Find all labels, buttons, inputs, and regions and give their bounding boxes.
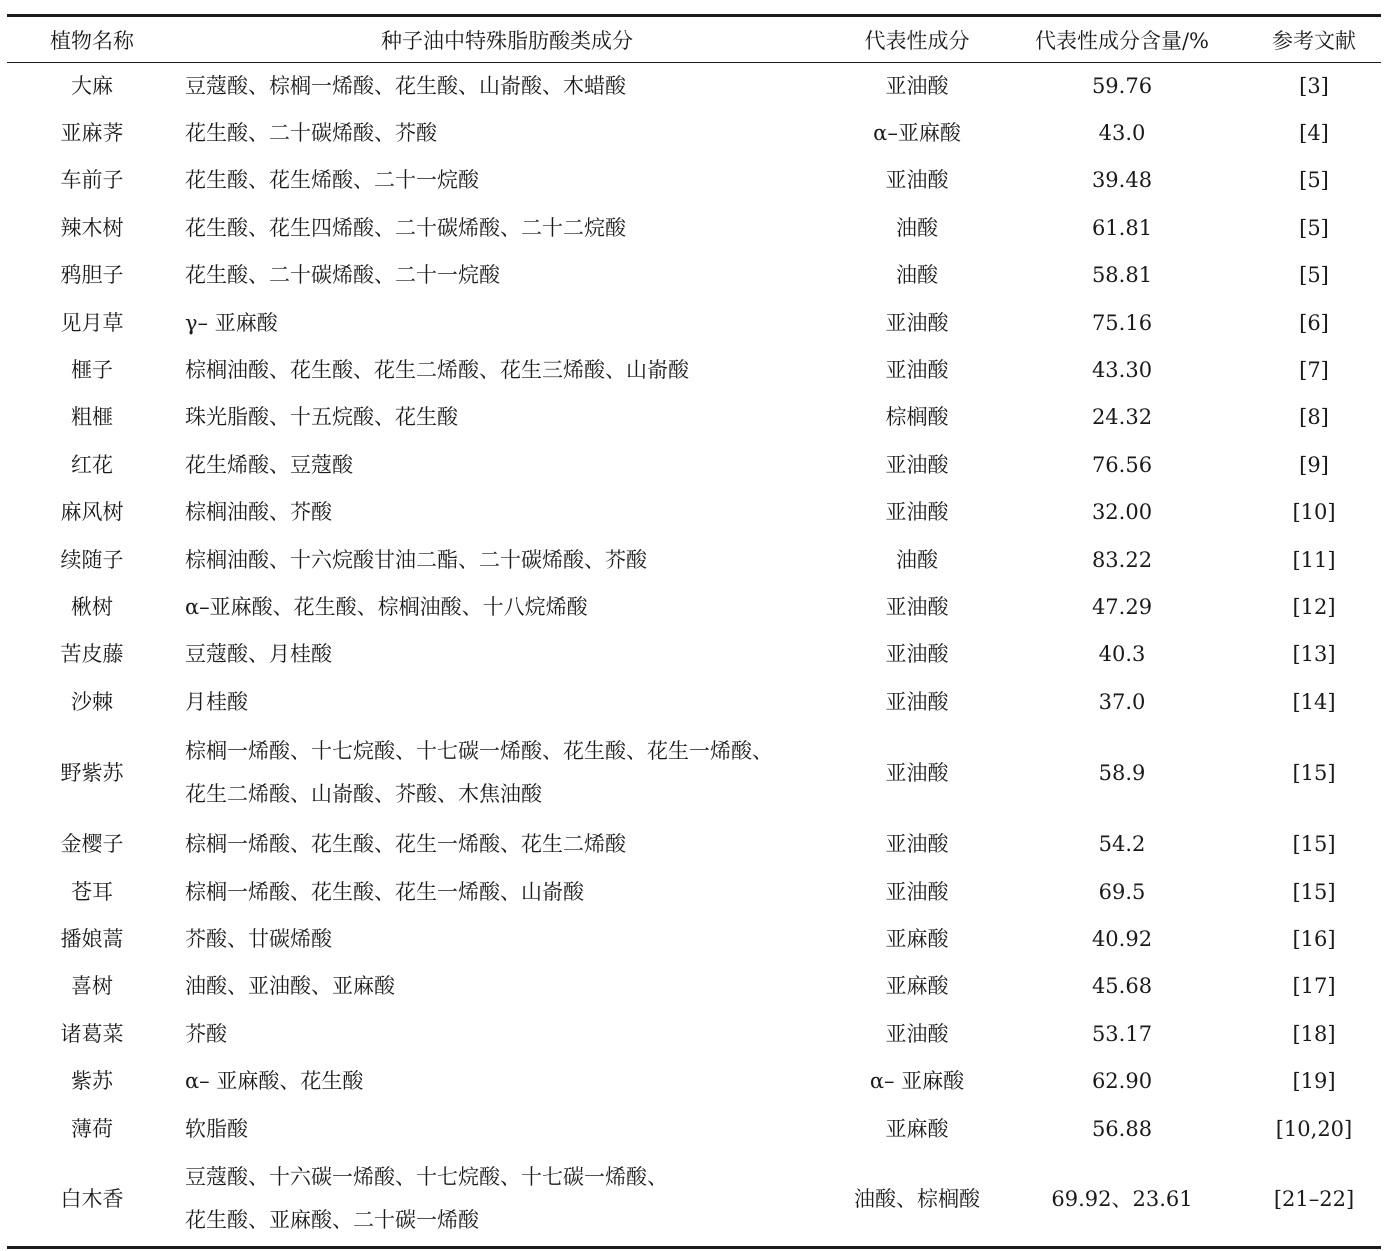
plant-name-cell: 鸦胆子 <box>60 263 124 288</box>
content-percent-cell: 69.92、23.61 <box>997 1153 1247 1248</box>
table-row <box>7 299 1381 346</box>
fatty-acids-cell <box>177 205 837 252</box>
fatty-acids-line: 棕榈油酸、十六烷酸甘油二酯、二十碳烯酸、芥酸 <box>185 547 647 572</box>
fatty-acids-line: 棕榈一烯酸、花生酸、花生一烯酸、花生二烯酸 <box>185 832 626 857</box>
fatty-acids-line: 花生酸、花生烯酸、二十一烷酸 <box>185 168 479 193</box>
representative-cell: α–亚麻酸 <box>873 121 961 146</box>
header-representative: 代表性成分 <box>837 16 997 63</box>
fatty-acids-cell <box>177 963 837 1010</box>
fatty-acids-line: α– 亚麻酸、花生酸 <box>185 1069 364 1094</box>
fatty-acids-line: 月桂酸 <box>185 689 248 714</box>
plant-name-cell: 紫苏 <box>71 1069 113 1094</box>
fatty-acids-line: α–亚麻酸、花生酸、棕榈油酸、十八烷烯酸 <box>185 594 588 619</box>
plant-name-cell: 苦皮藤 <box>60 642 124 667</box>
table-row <box>7 536 1381 583</box>
fatty-acids-line: 花生酸、二十碳烯酸、二十一烷酸 <box>185 263 500 288</box>
reference-cell: [7] <box>1299 358 1329 383</box>
content-percent-cell: 45.68 <box>1091 974 1153 999</box>
representative-cell: 油酸 <box>896 263 938 288</box>
table-row <box>7 394 1381 441</box>
content-percent-cell: 40.3 <box>1098 642 1146 667</box>
plant-name-cell: 金樱子 <box>60 832 124 857</box>
fatty-acid-table <box>7 14 1381 1249</box>
fatty-acids-line: 棕榈油酸、芥酸 <box>185 500 332 525</box>
fatty-acids-cell <box>177 821 837 868</box>
content-percent-cell: 47.29 <box>1091 594 1153 619</box>
representative-cell: 亚油酸 <box>885 168 949 193</box>
reference-cell: [15] <box>1292 879 1336 904</box>
reference-cell: [6] <box>1299 310 1329 335</box>
representative-cell: 亚油酸 <box>885 832 949 857</box>
fatty-acids-cell <box>177 157 837 204</box>
representative-cell: 亚油酸 <box>885 452 949 477</box>
plant-name-cell: 麻风树 <box>60 500 124 525</box>
content-percent-cell: 76.56 <box>1091 452 1153 477</box>
reference-cell: [11] <box>1292 547 1336 572</box>
representative-cell: 亚油酸 <box>885 879 949 904</box>
content-percent-cell: 37.0 <box>1098 689 1146 714</box>
fatty-acids-line: γ– 亚麻酸 <box>185 310 278 335</box>
content-percent-cell: 43.30 <box>1091 358 1153 383</box>
table-row <box>7 1058 1381 1105</box>
representative-cell: 亚油酸 <box>885 594 949 619</box>
representative-cell: 亚油酸 <box>885 689 949 714</box>
plant-name-cell: 榧子 <box>71 358 113 383</box>
fatty-acids-cell <box>177 110 837 157</box>
table-row <box>7 868 1381 915</box>
fatty-acids-cell <box>177 868 837 915</box>
table-row <box>7 205 1381 252</box>
fatty-acids-line: 芥酸、廿碳烯酸 <box>185 926 332 951</box>
representative-cell: 亚麻酸 <box>885 926 949 951</box>
content-percent-cell: 53.17 <box>1091 1021 1153 1046</box>
header-content-percent: 代表性成分含量/% <box>997 16 1247 63</box>
fatty-acids-cell <box>177 916 837 963</box>
header-reference: 参考文献 <box>1247 16 1381 63</box>
table-row <box>7 584 1381 631</box>
plant-name-cell: 诸葛菜 <box>60 1021 124 1046</box>
plant-name-cell: 红花 <box>71 452 113 477</box>
fatty-acids-cell <box>177 726 837 821</box>
representative-cell: 亚麻酸 <box>885 974 949 999</box>
representative-cell: 油酸、棕榈酸 <box>837 1153 997 1248</box>
plant-name-cell: 播娘蒿 <box>60 926 124 951</box>
representative-cell: 亚油酸 <box>885 73 949 98</box>
reference-cell: [18] <box>1292 1021 1336 1046</box>
table-row <box>7 157 1381 204</box>
representative-cell: 亚油酸 <box>885 500 949 525</box>
fatty-acids-cell <box>177 299 837 346</box>
plant-name-cell: 苍耳 <box>71 879 113 904</box>
plant-name-cell: 续随子 <box>60 547 124 572</box>
table-row <box>7 347 1381 394</box>
table-row <box>7 252 1381 299</box>
header-plant-name: 植物名称 <box>7 16 177 63</box>
representative-cell: 亚油酸 <box>885 760 949 785</box>
fatty-acids-cell <box>177 1058 837 1105</box>
fatty-acids-cell <box>177 631 837 678</box>
fatty-acids-cell <box>177 1105 837 1152</box>
content-percent-cell: 43.0 <box>1098 121 1146 146</box>
content-percent-cell: 58.9 <box>1098 760 1146 785</box>
representative-cell: 油酸 <box>896 547 938 572</box>
fatty-acids-line: 花生酸、花生四烯酸、二十碳烯酸、二十二烷酸 <box>185 215 626 240</box>
reference-cell: [16] <box>1292 926 1336 951</box>
fatty-acids-cell <box>177 1153 837 1248</box>
fatty-acids-cell <box>177 63 837 110</box>
table-row <box>7 1011 1381 1058</box>
table-row <box>7 63 1381 110</box>
reference-cell: [15] <box>1292 832 1336 857</box>
fatty-acids-line: 花生酸、亚麻酸、二十碳一烯酸 <box>185 1208 479 1233</box>
reference-cell: [13] <box>1292 642 1336 667</box>
representative-cell: 亚油酸 <box>885 310 949 335</box>
reference-cell: [15] <box>1292 760 1336 785</box>
plant-name-cell: 野紫苏 <box>60 760 124 785</box>
representative-cell: 亚麻酸 <box>885 1116 949 1141</box>
table-row <box>7 489 1381 536</box>
representative-cell: 亚油酸 <box>885 358 949 383</box>
reference-cell: [10] <box>1292 500 1336 525</box>
content-percent-cell: 24.32 <box>1091 405 1153 430</box>
header-fatty-acids: 种子油中特殊脂肪酸类成分 <box>177 16 837 63</box>
representative-cell: α– 亚麻酸 <box>869 1069 965 1094</box>
reference-cell: [10,20] <box>1275 1116 1353 1141</box>
table-row <box>7 1153 1381 1248</box>
table-header <box>7 16 1381 63</box>
content-percent-cell: 75.16 <box>1091 310 1153 335</box>
fatty-acids-line: 豆蔻酸、棕榈一烯酸、花生酸、山嵛酸、木蜡酸 <box>185 73 626 98</box>
plant-name-cell: 沙棘 <box>71 689 113 714</box>
table-row <box>7 963 1381 1010</box>
fatty-acids-cell <box>177 489 837 536</box>
header-row <box>7 16 1381 63</box>
reference-cell: [9] <box>1299 452 1329 477</box>
content-percent-cell: 40.92 <box>1091 926 1153 951</box>
fatty-acids-line: 棕榈一烯酸、十七烷酸、十七碳一烯酸、花生酸、花生一烯酸、 <box>185 739 773 764</box>
fatty-acids-line: 棕榈一烯酸、花生酸、花生一烯酸、山嵛酸 <box>185 879 584 904</box>
content-percent-cell: 83.22 <box>1091 547 1153 572</box>
fatty-acids-cell <box>177 252 837 299</box>
reference-cell: [5] <box>1299 263 1329 288</box>
plant-name-cell: 喜树 <box>71 974 113 999</box>
table-row <box>7 631 1381 678</box>
fatty-acids-cell <box>177 536 837 583</box>
fatty-acids-line: 花生二烯酸、山嵛酸、芥酸、木焦油酸 <box>185 782 542 807</box>
reference-cell: [5] <box>1299 215 1329 240</box>
reference-cell: [3] <box>1299 73 1329 98</box>
fatty-acids-cell <box>177 584 837 631</box>
fatty-acids-line: 芥酸 <box>185 1021 227 1046</box>
reference-cell: [21–22] <box>1247 1153 1381 1248</box>
content-percent-cell: 69.5 <box>1098 879 1146 904</box>
table-row <box>7 916 1381 963</box>
fatty-acids-cell <box>177 442 837 489</box>
fatty-acids-cell <box>177 394 837 441</box>
table-row <box>7 726 1381 821</box>
plant-name-cell: 粗榧 <box>71 405 113 430</box>
table-row <box>7 110 1381 157</box>
table-row <box>7 1105 1381 1152</box>
plant-name-cell: 白木香 <box>7 1153 177 1248</box>
fatty-acids-line: 花生烯酸、豆蔻酸 <box>185 452 353 477</box>
content-percent-cell: 56.88 <box>1091 1116 1153 1141</box>
fatty-acids-line: 豆蔻酸、月桂酸 <box>185 642 332 667</box>
representative-cell: 油酸 <box>896 215 938 240</box>
content-percent-cell: 54.2 <box>1098 832 1146 857</box>
reference-cell: [4] <box>1299 121 1329 146</box>
fatty-acids-cell <box>177 679 837 726</box>
plant-name-cell: 见月草 <box>60 310 124 335</box>
reference-cell: [14] <box>1292 689 1336 714</box>
reference-cell: [8] <box>1299 405 1329 430</box>
fatty-acids-cell <box>177 347 837 394</box>
reference-cell: [12] <box>1292 594 1336 619</box>
fatty-acids-cell <box>177 1011 837 1058</box>
content-percent-cell: 61.81 <box>1091 215 1153 240</box>
reference-cell: [5] <box>1299 168 1329 193</box>
content-percent-cell: 59.76 <box>1091 73 1153 98</box>
plant-name-cell: 车前子 <box>60 168 124 193</box>
fatty-acids-line: 豆蔻酸、十六碳一烯酸、十七烷酸、十七碳一烯酸、 <box>185 1165 668 1190</box>
reference-cell: [17] <box>1292 974 1336 999</box>
plant-name-cell: 亚麻荠 <box>60 121 124 146</box>
representative-cell: 亚油酸 <box>885 642 949 667</box>
content-percent-cell: 32.00 <box>1091 500 1153 525</box>
reference-cell: [19] <box>1292 1069 1336 1094</box>
representative-cell: 棕榈酸 <box>885 405 949 430</box>
table-row <box>7 821 1381 868</box>
table-row <box>7 442 1381 489</box>
fatty-acids-line: 珠光脂酸、十五烷酸、花生酸 <box>185 405 458 430</box>
plant-name-cell: 楸树 <box>71 594 113 619</box>
representative-cell: 亚油酸 <box>885 1021 949 1046</box>
plant-name-cell: 大麻 <box>71 73 113 98</box>
table-row <box>7 679 1381 726</box>
fatty-acids-line: 棕榈油酸、花生酸、花生二烯酸、花生三烯酸、山嵛酸 <box>185 358 689 383</box>
table-body <box>7 63 1381 1248</box>
fatty-acids-line: 花生酸、二十碳烯酸、芥酸 <box>185 121 437 146</box>
plant-name-cell: 辣木树 <box>60 215 124 240</box>
content-percent-cell: 39.48 <box>1091 168 1153 193</box>
plant-name-cell: 薄荷 <box>71 1116 113 1141</box>
fatty-acids-line: 软脂酸 <box>185 1116 248 1141</box>
content-percent-cell: 62.90 <box>1091 1069 1153 1094</box>
fatty-acids-line: 油酸、亚油酸、亚麻酸 <box>185 974 395 999</box>
content-percent-cell: 58.81 <box>1091 263 1153 288</box>
